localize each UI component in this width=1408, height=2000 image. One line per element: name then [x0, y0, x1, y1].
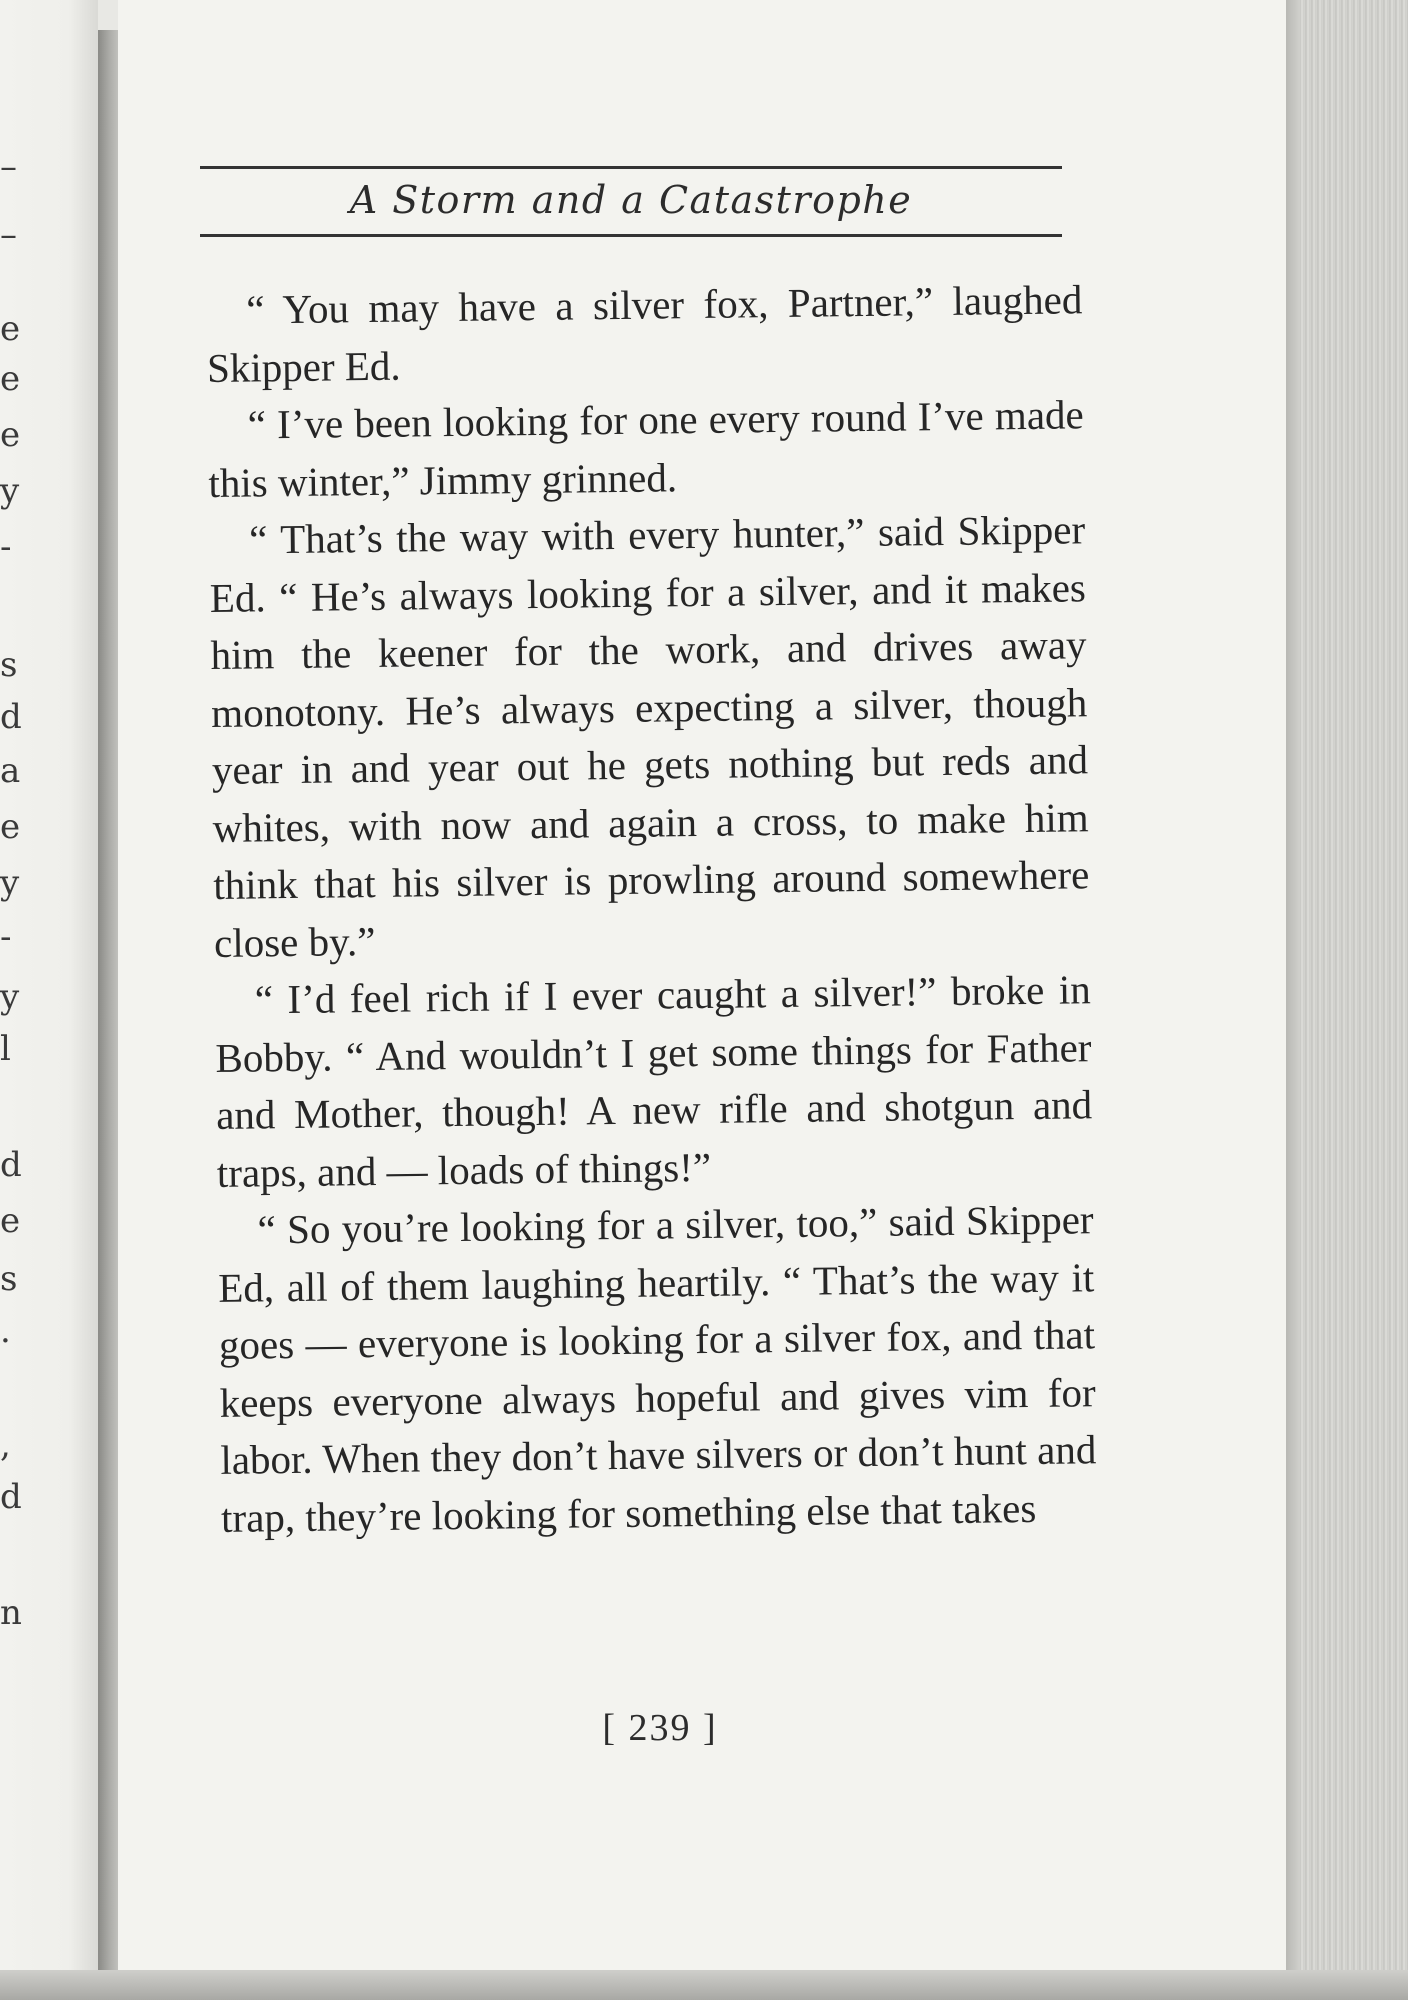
- header-rule-bottom: [200, 234, 1062, 237]
- left-page-fragment: d: [0, 1145, 22, 1185]
- left-page-fragment: n: [0, 1593, 22, 1633]
- left-page-fragment: l: [0, 1029, 11, 1069]
- left-page-fragment: .: [0, 1311, 11, 1351]
- header-rule-top: [200, 166, 1062, 169]
- left-page-fragment: e: [0, 415, 21, 455]
- left-page-fragment: e: [0, 1201, 21, 1241]
- paragraph: “ I’d feel rich if I ever caught a silver!” broke in Bobby. “ And wouldn’t I get some things for Father and Mother, though! A new rifle and shotgun and traps, and — loads of things!”: [215, 966, 1093, 1196]
- left-page-fragment: ,: [0, 1425, 11, 1465]
- paragraph: “ You may have a silver fox, Partner,” laughed Skipper Ed.: [206, 276, 1083, 391]
- left-page-fragment: e: [0, 309, 21, 349]
- book-bottom-edge: [0, 1970, 1408, 2000]
- left-page-fragment: y: [0, 863, 20, 903]
- left-page-fragment: –: [0, 215, 17, 255]
- left-page-fragment: d: [0, 697, 22, 737]
- body-text: [206, 271, 1097, 1547]
- page-stack-edge: [1286, 0, 1408, 2000]
- paragraph: “ That’s the way with every hunter,” said Skipper Ed. “ He’s always looking for a silver, and it makes him the keener for the work, and drives away monotony. He’s always expecting a silver, though year in and year out he gets nothing but reds and whites, with now and again a cross, to make him think that his silver is prowling around somewhere close by.”: [209, 506, 1090, 966]
- left-page-fragment: -: [0, 917, 12, 957]
- left-page-fragment: y: [0, 471, 20, 511]
- left-page-fragment: d: [0, 1477, 22, 1517]
- left-page-line-ends: [0, 0, 30, 2000]
- running-head: A Storm and a Catastrophe: [349, 178, 913, 222]
- left-page-fragment: e: [0, 359, 21, 399]
- left-facing-page: [0, 0, 98, 2000]
- left-page-fragment: e: [0, 807, 21, 847]
- paragraph: “ So you’re looking for a silver, too,” said Skipper Ed, all of them laughing heartily. “ That’s the way it goes — everyone is looking for a silver fox, and that keeps everyone always hopeful and gives vim for labor. When they don’t have silvers or don’t hunt and trap, they’re looking for something else that takes: [218, 1196, 1097, 1541]
- left-page-fragment: -: [0, 527, 12, 567]
- left-page-fragment: s: [0, 1259, 18, 1299]
- page-number: [ 239 ]: [602, 1707, 718, 1749]
- left-page-fragment: –: [0, 147, 17, 187]
- left-page-fragment: y: [0, 977, 20, 1017]
- left-page-fragment: s: [0, 645, 18, 685]
- left-page-fragment: a: [0, 751, 21, 791]
- paragraph: “ I’ve been looking for one every round I’ve made this winter,” Jimmy grinned.: [208, 391, 1084, 506]
